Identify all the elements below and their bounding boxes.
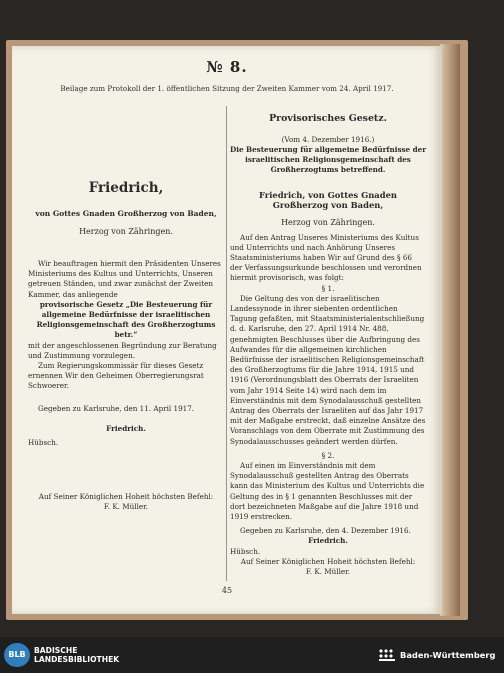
right-order-name: F. K. Müller. bbox=[305, 567, 351, 577]
blb-name[interactable] bbox=[34, 646, 119, 664]
left-order: Auf Seiner Königlichen Hoheit höchsten Befehl: bbox=[38, 492, 214, 502]
book-page-edges bbox=[440, 44, 460, 616]
right-order: Auf Seiner Königlichen Hoheit höchsten Befehl: bbox=[240, 556, 416, 566]
left-para1: Wir beauftragen hiermit den Präsidenten Unseres Ministeriums des Kultus und Unterrichts, Unseren getreuen Ständen, und zwar zunächst der Zweiten Kammer, das anliegende bbox=[28, 259, 221, 299]
column-divider bbox=[226, 106, 227, 581]
right-column bbox=[230, 104, 426, 577]
left-law-title: provisorische Gesetz „Die Besteuerung für allgemeine Bedürfnisse der israelitischen Religionsgemeinschaft des Großherzogtums betr.“ bbox=[36, 299, 216, 340]
left-signature: Friedrich. bbox=[106, 423, 146, 433]
document-subtitle: Beilage zum Protokoll der 1. öffentlichen Sitzung der Zweiten Kammer vom 24. April 1917. bbox=[60, 84, 394, 93]
right-intro: Auf den Antrag Unseres Ministeriums des Kultus und Unterrichts und nach Anhörung Unseres Staatsministeriums haben Wir auf Grund des § 66 der Verfassungsurkunde beschlossen und verordnen hiermit provisorisch, was folgt: bbox=[230, 232, 422, 283]
right-title: Friedrich, von Gottes Gnaden Großherzog von Baden, bbox=[258, 189, 398, 210]
right-section2: § 2. bbox=[321, 450, 335, 460]
right-section1: § 1. bbox=[321, 283, 335, 293]
left-date: Gegeben zu Karlsruhe, den 11. April 1917. bbox=[38, 403, 195, 413]
right-section2-text: Auf einen im Einverständnis mit dem Synodalausschuß gestellten Antrag des Oberrats kann das Ministerium des Kultus und Unterrichts die Geltung des in § 1 genannten Beschlusses mit der dort bezeichneten Maßgabe auf die Jahre 1918 und 1919 erstrecken. bbox=[230, 461, 425, 522]
document-number: № 8. bbox=[206, 58, 248, 76]
left-order-name: F. K. Müller. bbox=[103, 502, 149, 512]
right-law-title: Die Besteuerung für allgemeine Bedürfnisse der israelitischen Religionsgemeinschaft des Großherzogtums betreffend. bbox=[230, 144, 427, 175]
left-title-line3: Herzog von Zähringen. bbox=[79, 227, 173, 236]
bw-name[interactable]: Baden-Württemberg bbox=[400, 650, 496, 660]
left-title-line2: von Gottes Gnaden Großherzog von Baden, bbox=[35, 209, 217, 218]
right-section1-text: Die Geltung des von der israelitischen Landessynode in ihrer siebenten ordentlichen Tagung gefaßten, mit Staatsministerialentschließung d. d. Karlsruhe, den 27. April 1914 Nr. 488, genehmigten Beschlusses über die Aufbringung des Aufwandes für die allgemeinen kirchlichen Bedürfnisse der israelitischen Religionsgemeinschaft des Großherzogtums für die Jahre 1914, 1915 und 1916 (Verordnungsblatt des Oberrats der Israeliten vom Jahr 1914 Seite 14) wird nach dem im Einverständnis mit dem Synodalausschuß gestellten Antrag des Oberrats der Israeliten auf das Jahr 1917 mit der Maßgabe erstreckt, daß einzelne Ansätze des Voranschlags von dem Oberrate mit Zustimmung des Synodalausschusses geändert werden dürfen. bbox=[230, 293, 426, 446]
right-date-line: (Vom 4. Dezember 1916.) bbox=[281, 134, 375, 144]
right-title2: Herzog von Zähringen. bbox=[281, 218, 375, 228]
left-column bbox=[28, 104, 224, 513]
blb-name-line2: LANDESBIBLIOTHEK bbox=[34, 655, 120, 664]
right-signature: Friedrich. bbox=[308, 536, 348, 546]
page-number: 45 bbox=[221, 586, 233, 595]
blb-name-line1: BADISCHE bbox=[34, 646, 78, 655]
left-para2: mit der angeschlossenen Begründung zur Beratung und Zustimmung vorzulegen. bbox=[28, 340, 217, 360]
state-coat-of-arms-icon[interactable] bbox=[378, 648, 396, 662]
document-page bbox=[12, 46, 442, 614]
right-heading: Provisorisches Gesetz. bbox=[269, 113, 387, 125]
left-para3: Zum Regierungskommissär für dieses Gesetz ernennen Wir den Geheimen Oberregierungsrat Schwoerer. bbox=[28, 361, 204, 391]
left-title: Friedrich, bbox=[88, 179, 164, 196]
right-countersign: Hübsch. bbox=[230, 546, 261, 556]
right-date: Gegeben zu Karlsruhe, den 4. Dezember 1916. bbox=[240, 526, 411, 536]
blb-logo[interactable]: BLB bbox=[4, 643, 30, 667]
viewer-footer bbox=[0, 637, 504, 673]
left-countersign: Hübsch. bbox=[28, 438, 59, 448]
